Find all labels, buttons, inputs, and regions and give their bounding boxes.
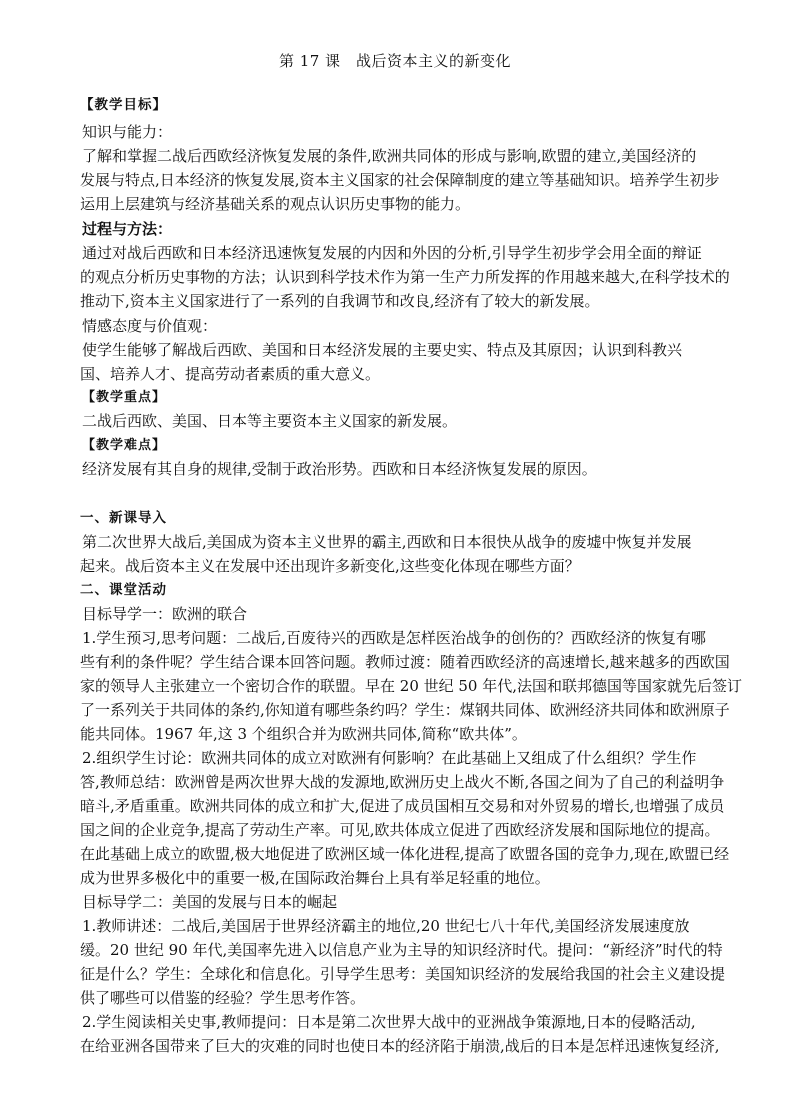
emotion-heading: 情感态度与价值观： [82,317,218,335]
lesson-title: 第 17 课 战后资本主义的新变化 [278,52,512,70]
target2-para1-line: 征是什么？学生：全球化和信息化。引导学生思考：美国知识经济的发展给我国的社会主义建设提 [80,965,726,983]
target1-para1-line: 1.学生预习,思考问题：二战后,百废待兴的西欧是怎样医治战争的创伤的？西欧经济的恢复有哪 [82,629,706,647]
activity-heading: 二、课堂活动 [80,582,167,598]
difficulty-line: 经济发展有其自身的规律,受制于政治形势。西欧和日本经济恢复发展的原因。 [82,460,597,478]
target1-para1-line: 些有利的条件呢？学生结合课本回答问题。教师过渡：随着西欧经济的高速增长,越来越多的西欧国 [80,653,730,671]
knowledge-line: 发展与特点,日本经济的恢复发展,资本主义国家的社会保障制度的建立等基础知识。培养学生初步 [80,171,720,189]
process-line: 的观点分析历史事物的方法；认识到科学技术作为第一生产力所发挥的作用越来越大,在科学技术的 [80,268,730,286]
target2-para1-line: 1.教师讲述：二战后,美国居于世界经济霸主的地位,20 世纪七八十年代,美国经济发展速度放 [82,917,690,935]
target1-para2-line: 国之间的企业竞争,提高了劳动生产率。可见,欧共体成立促进了西欧经济发展和国际地位的提高。 [80,821,720,839]
target2-para2-line: 2.学生阅读相关史事,教师提问：日本是第二次世界大战中的亚洲战争策源地,日本的侵略活动, [82,1013,696,1031]
key-points-line: 二战后西欧、美国、日本等主要资本主义国家的新发展。 [82,412,458,430]
difficulty-heading: 【教学难点】 [82,438,167,453]
intro-heading: 一、新课导入 [80,510,167,526]
target2-para1-line: 缓。20 世纪 90 年代,美国率先进入以信息产业为主导的知识经济时代。提问：“新经济”时代的特 [80,941,723,959]
target1-para1-line: 家的领导人主张建立一个密切合作的联盟。早在 20 世纪 50 年代,法国和联邦德国等国家就先后签订 [80,677,743,695]
target1-para2-line: 暗斗,矛盾重重。欧洲共同体的成立和扩大,促进了成员国相互交易和对外贸易的增长,也增强了成员 [80,797,725,815]
target1-para2-line: 2.组织学生讨论：欧洲共同体的成立对欧洲有何影响？在此基础上又组成了什么组织？学生作 [82,749,697,767]
intro-line: 第二次世界大战后,美国成为资本主义世界的霸主,西欧和日本很快从战争的废墟中恢复并发展 [82,533,692,551]
process-line: 推动下,资本主义国家进行了一系列的自我调节和改良,经济有了较大的新发展。 [80,292,600,310]
target2-heading: 目标导学二：美国的发展与日本的崛起 [82,893,338,911]
target1-para1-line: 能共同体。1967 年,这 3 个组织合并为欧洲共同体,简称“欧共体”。 [80,725,527,743]
target1-para2-line: 成为世界多极化中的重要一极,在国际政治舞台上具有举足轻重的地位。 [80,869,550,887]
process-line: 通过对战后西欧和日本经济迅速恢复发展的内因和外因的分析,引导学生初步学会用全面的辩证 [82,244,702,262]
emotion-line: 使学生能够了解战后西欧、美国和日本经济发展的主要史实、特点及其原因；认识到科教兴 [82,341,683,359]
knowledge-heading: 知识与能力： [82,123,173,141]
target2-para1-line: 供了哪些可以借鉴的经验？学生思考作答。 [80,989,366,1007]
knowledge-line: 了解和掌握二战后西欧经济恢复发展的条件,欧洲共同体的形成与影响,欧盟的建立,美国经济的 [82,147,697,165]
key-points-heading: 【教学重点】 [82,390,167,405]
knowledge-line: 运用上层建筑与经济基础关系的观点认识历史事物的能力。 [80,195,471,213]
target1-heading: 目标导学一：欧洲的联合 [82,605,248,623]
target1-para2-line: 在此基础上成立的欧盟,极大地促进了欧洲区域一体化进程,提高了欧盟各国的竞争力,现在,欧盟已经 [80,845,730,863]
intro-line: 起来。战后资本主义在发展中还出现许多新变化,这些变化体现在哪些方面？ [80,557,580,575]
target1-para1-line: 了一系列关于共同体的条约,你知道有哪些条约吗？学生：煤钢共同体、欧洲经济共同体和欧洲原子 [80,701,730,719]
target1-para2-line: 答,教师总结：欧洲曾是两次世界大战的发源地,欧洲历史上战火不断,各国之间为了自己的利益明争 [80,773,725,791]
target2-para2-line: 在给亚洲各国带来了巨大的灾难的同时也使日本的经济陷于崩溃,战后的日本是怎样迅速恢复经济, [80,1037,720,1055]
goals-heading: 【教学目标】 [80,97,167,113]
emotion-line: 国、培养人才、提高劳动者素质的重大意义。 [80,365,381,383]
process-heading: 过程与方法： [82,220,173,238]
